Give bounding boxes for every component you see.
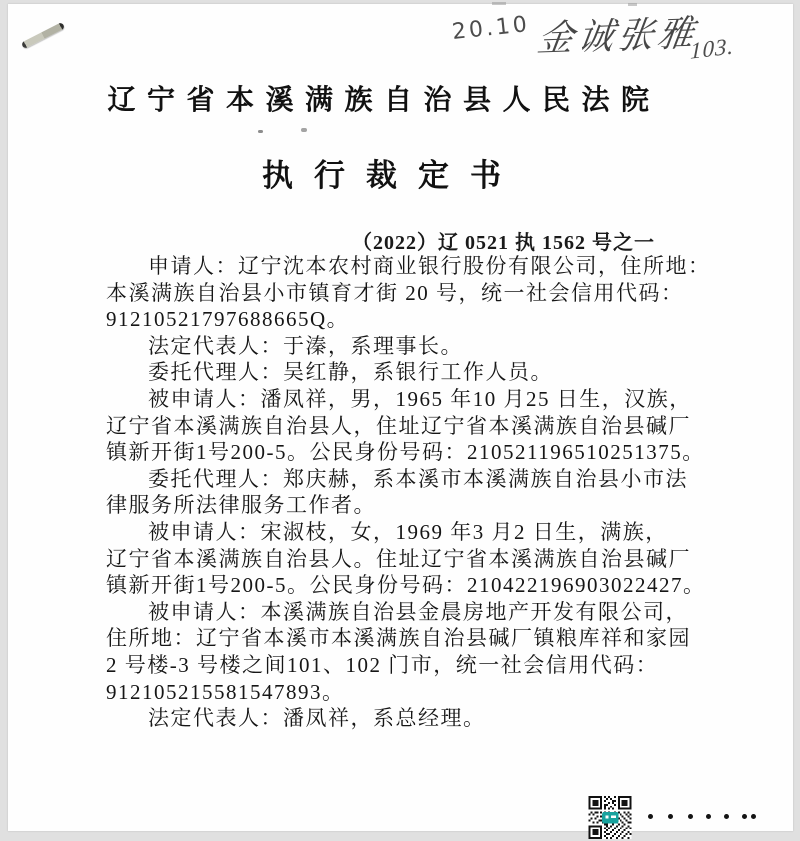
handwritten-date: 20.10 (450, 11, 532, 46)
body-line: 委托代理人：郑庆赫，系本溪市本溪满族自治县小市法 (148, 466, 688, 491)
body-line: 镇新开街1号200-5。公民身份号码：210422196903022427。 (106, 573, 706, 598)
body-line: 91210521797688665Q。 (106, 307, 350, 332)
body-line: 被申请人：宋淑枝，女，1969 年3 月2 日生，满族， (148, 519, 668, 544)
scan-speck (258, 130, 263, 133)
body-line: 912105215581547893。 (106, 679, 345, 704)
scan-noise (628, 3, 637, 6)
body-line: 辽宁省本溪满族自治县人，住址辽宁省本溪满族自治县碱厂 (106, 413, 691, 438)
body-line: 律服务所法律服务工作者。 (106, 493, 376, 518)
qr-code-icon (588, 796, 632, 839)
body-line: 被申请人：本溪满族自治县金晨房地产开发有限公司， (148, 599, 688, 624)
body-line: 辽宁省本溪满族自治县人。住址辽宁省本溪满族自治县碱厂 (106, 546, 691, 571)
body-line: 被申请人：潘凤祥，男，1965 年10 月25 日生，汉族， (148, 386, 692, 411)
case-number: （2022）辽 0521 执 1562 号之一 (352, 232, 655, 254)
document-title: 执行裁定书 (262, 158, 522, 193)
body-line: 本溪满族自治县小市镇育才街 20 号，统一社会信用代码： (106, 280, 684, 305)
scan-speck (301, 128, 307, 132)
body-line: 镇新开街1号200-5。公民身份号码：210521196510251375。 (106, 440, 705, 465)
document-body (106, 253, 711, 732)
court-name: 辽宁省本溪满族自治县人民法院 (107, 85, 661, 116)
body-line: 申请人：辽宁沈本农村商业银行股份有限公司，住所地： (148, 254, 711, 278)
body-line: 住所地：辽宁省本溪市本溪满族自治县碱厂镇粮库祥和家园 (106, 626, 691, 651)
handwritten-note: 金诚张雅 (534, 13, 701, 59)
scan-noise (492, 2, 506, 5)
qr-logo (602, 812, 618, 823)
qr-code-icon (588, 796, 632, 839)
body-line: 法定代表人：潘凤祥，系总经理。 (148, 706, 486, 731)
body-line: 委托代理人：吴红静，系银行工作人员。 (148, 360, 553, 385)
body-line: 2 号楼-3 号楼之间101、102 门市，统一社会信用代码： (106, 652, 659, 677)
body-line: 法定代表人：于溱，系理事长。 (148, 333, 463, 358)
handwritten-note-suffix: 103. (689, 33, 735, 64)
